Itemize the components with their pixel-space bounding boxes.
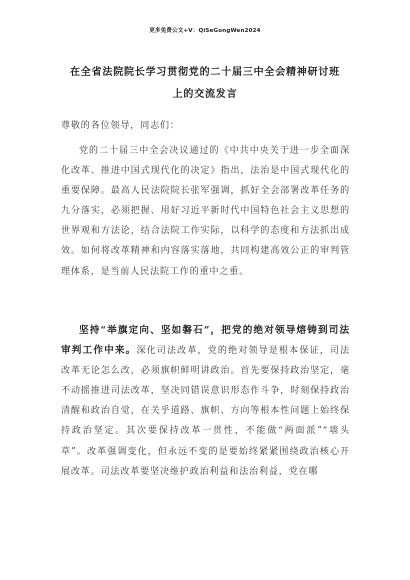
paragraph-2-body: 深化司法改革，党的绝对领导是根本保证，司法改革无论怎么改，必须旗帜鲜明讲政治。首先要保持政治坚定，毫不动摇推进司法改革，坚决同错误意识形态作斗争，时刻保持政治清醒和政治自觉，在关乎道路、旗帜、方向等根本性问题上始终保持政治坚定。其次要保持改革一贯性，不能做“两面派”“墙头草”。改革强调变化，但永远不变的是要始终紧紧围绕政治核心开展改革。司法改革要坚决维护政治利益和法治利益，党在哪 <box>61 346 350 477</box>
title-line-2: 上的交流发言 <box>172 89 238 100</box>
title-line-1: 在全省法院院长学习贯彻党的二十届三中全会精神研讨班 <box>70 67 340 78</box>
paragraph-2-lead: 坚持“举旗定向、坚如磐石”，把党的绝对领导熔铸到司法审判工作中来。 <box>61 325 350 357</box>
paragraph-1: 党的二十届三中全会决议通过的《中共中央关于进一步全面深化改革、推进中国式现代化的决定》指出，法治是中国式现代化的重要保障。最高人民法院院长张军强调，抓好全会部署改革任务的九分落实，必须把握、用好习近平新时代中国特色社会主义思想的世界观和方法论，结合法院工作实际，以科学的态度和方法抓出成效。如何将改革精神和内容落实落地，共同构建高效公正的审判管理体系，是当前人民法院工作的重中之重。 <box>61 146 350 277</box>
paragraph-2 <box>61 321 350 482</box>
salutation: 尊敬的各位领导，同志们： <box>61 121 180 131</box>
header-note: 更多免费公文+V：QiSeGongWen2024 <box>149 28 261 34</box>
document-title <box>55 62 355 106</box>
